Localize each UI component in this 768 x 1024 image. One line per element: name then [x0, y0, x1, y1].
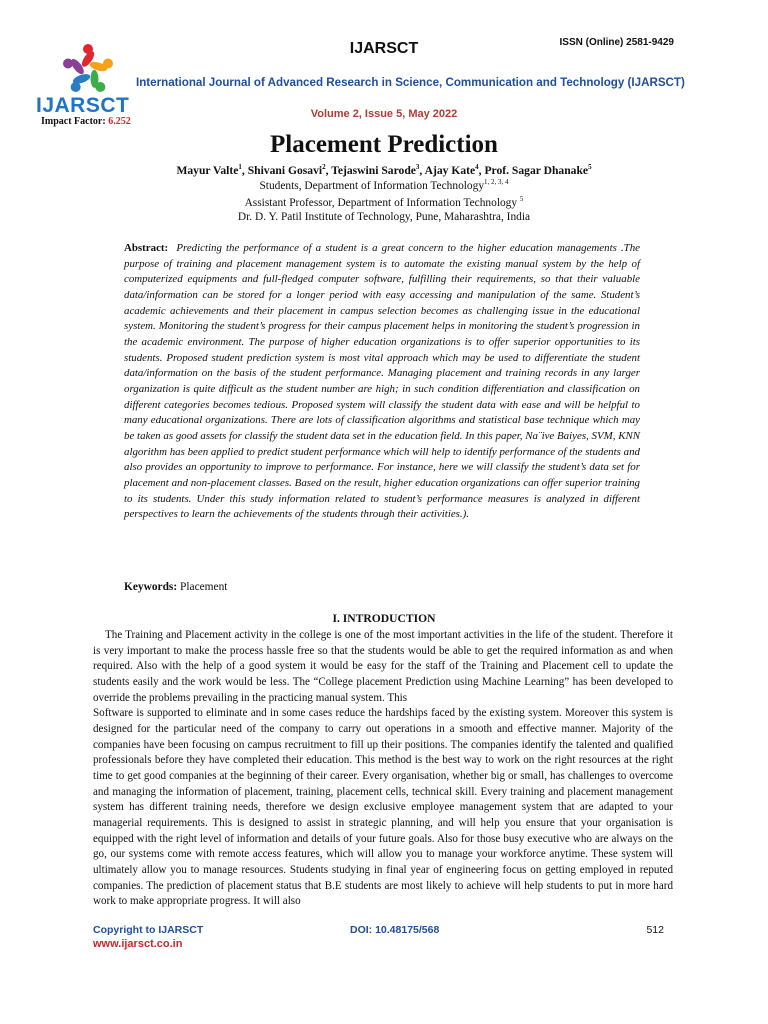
footer-copyright: Copyright to IJARSCT — [93, 924, 204, 936]
page-number: 512 — [646, 924, 664, 936]
author-sup: 1 — [238, 163, 242, 171]
impact-factor-label: Impact Factor: — [41, 116, 109, 127]
brand-name: IJARSCT — [36, 94, 130, 117]
author-sup: 2 — [322, 163, 326, 171]
author-list: Mayur Valte$^1$, Shivani Gosavi$^2$, Tejaswini Sarode$^3$, Ajay Kate$^4$, Prof. Sagar Dhanake$^5$ — [176, 163, 592, 177]
affiliation-professor: Assistant Professor, Department of Information Technology $^5$ — [244, 195, 524, 209]
abstract-label: Abstract: — [124, 242, 169, 254]
author-name: Shivani Gosavi — [247, 163, 323, 177]
author-sup: 3 — [415, 163, 420, 171]
author-name: Tejaswini Sarode — [331, 163, 416, 177]
author-name: Ajay Kate — [424, 163, 476, 177]
issn: ISSN (Online) 2581-9429 — [559, 37, 674, 48]
affiliation-students: Students, Department of Information Technology$^{1, 2, 3, 4}$ — [259, 178, 509, 192]
author-sup: 5 — [588, 163, 592, 171]
keywords — [124, 581, 227, 593]
volume-issue: Volume 2, Issue 5, May 2022 — [310, 108, 458, 120]
section-heading-introduction: I. INTRODUCTION — [332, 612, 436, 625]
author-name: Mayur Valte — [176, 163, 239, 177]
journal-short-name: IJARSCT — [349, 40, 419, 57]
footer-doi: DOI: 10.48175/568 — [350, 924, 440, 936]
paragraph: Software is supported to eliminate and in some cases reduce the hardships faced by the existing system. Moreover this system is designed for the particular need of the company to carry out operations in a smooth and effective manner. Majority of the companies have been focusing on campus recruitment to fill up their positions. The companies identify the talented and qualified professionals before they have completed their education. This method is the best way to work on the right resources at the right time to get good companies at the beginning of their career. Every organisation, whether big or small, has challenges to overcome and managing the information of placement, training, placement cells, technical skill. Every training and placement management system has different training needs, therefore we design exclusive employee management system that are adapted to your managerial requirements. This is designed to assist in strategic planning, and will help you ensure that your organisation is equipped with the right level of information and details of your future goals. Also for those busy executive who are always on the go, our systems come with remote access features, which will allow you to manage your workforce anytime. These system will ultimately allow you to manage resources. Students studying in final year of engineering focus on getting employed in reputed companies. The prediction of placement status that B.E students are most likely to achieve will help students to put in more hard work to make appropriate progress. It will also — [93, 707, 673, 908]
keywords-text: Placement — [180, 581, 228, 593]
author-name: Prof. Sagar Dhanake — [484, 163, 589, 177]
introduction-body — [93, 628, 673, 910]
footer-website-link[interactable]: www.ijarsct.co.in — [93, 938, 183, 950]
impact-factor-value: 6.252 — [108, 116, 131, 127]
author-sup: 4 — [475, 163, 479, 171]
paper-title: Placement Prediction — [270, 131, 498, 158]
abstract-text: Predicting the performance of a student is a great concern to the higher education managements .The purpose of training and placement management system is to automate the existing manual system by the help of computerized equipments and full-fledged computer software, fulfilling their requirements, so that their valuable data/information can be stored for a longer period with easy accessing and manipulation of the same. Student’s academic achievements and their placement in campus selection becomes as challenging issue in the educational system. Monitoring the student’s progress for their campus placement helps in monitoring the student’s progression in the academic environment. The purpose of higher education organizations is to offer superior opportunities to its students. Proposed student prediction system is most vital approach which may be used to differentiate the student data/information on the basis of the student performance. Managing placement and training records in any larger organization is quite difficult as the student number are high; in such condition differentiation and classification on different categories becomes tedious. Proposed system will classify the student data with ease and will be helpful to many educational organizations. There are lots of classification algorithms and statistical base technique which may be taken as good assets for classify the student data set in the education field. In this paper, Na¨ive Baiyes, SVM, KNN algorithm has been applied to predict student performance which will help to identify performance of the students and also provides an opportunity to improve to performance. For instance, here we will classify the student’s data set for placement and non-placement classes. Based on the result, higher education organizations can offer superior training to its students. Under this study information related to student’s performance measures is analyzed in different perspectives to learn the achievements of the students through their activities.). — [124, 242, 640, 521]
journal-full-name: International Journal of Advanced Research in Science, Communication and Technology (IJARSCT) — [136, 76, 685, 89]
keywords-label: Keywords: — [124, 581, 178, 593]
affiliation-institute: Dr. D. Y. Patil Institute of Technology, Pune, Maharashtra, India — [237, 211, 531, 223]
logo-figure-body — [90, 70, 98, 88]
abstract — [124, 241, 640, 523]
paragraph: The Training and Placement activity in the college is one of the most important activities in the life of the student. Therefore it is very important to make the process hassle free so that the students would be able to get the required information as and when required. Also with the help of a good system it would be easy for the staff of the Training and Placement cell to update the students easily and the work would be less. The “College placement Prediction using Machine Learning” has been developed to override the problems prevailing in the practicing manual system. This — [93, 629, 673, 704]
